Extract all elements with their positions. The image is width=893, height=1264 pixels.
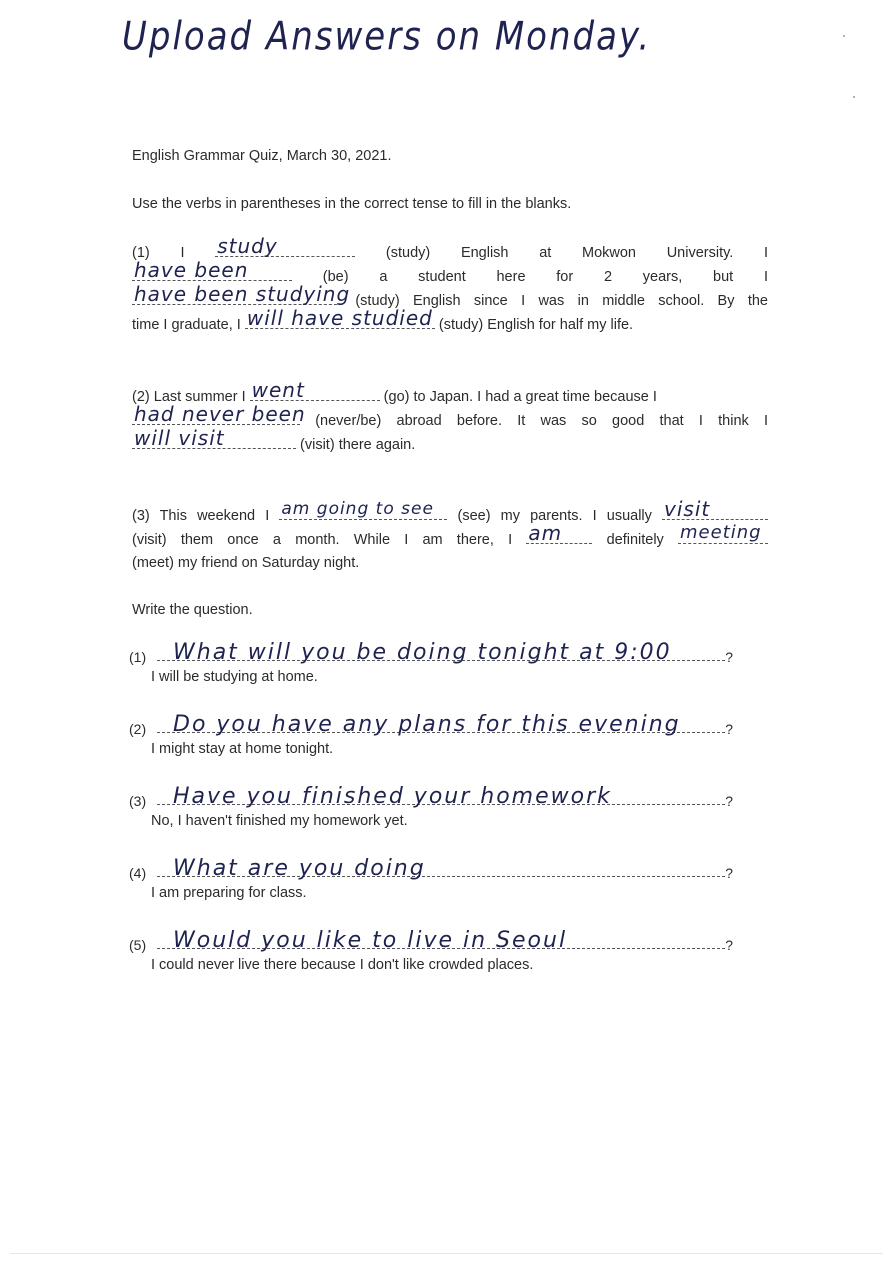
exercise-3-line-1: [132, 497, 768, 527]
exercise-2-line-3: [132, 426, 768, 456]
handwritten-answer: meeting: [680, 522, 762, 543]
question-mark: ?: [725, 721, 733, 737]
answer-blank[interactable]: [279, 499, 447, 520]
scan-speck: [843, 35, 845, 37]
handwritten-answer: have been studying: [134, 282, 351, 306]
write-question-heading: Write the question.: [132, 602, 253, 618]
question-reply: I could never live there because I don't like crowded places.: [151, 957, 534, 973]
question-reply: I am preparing for class.: [151, 885, 307, 901]
static-text: (study) English since I was in middle school. By the: [355, 293, 768, 309]
question-2: [129, 713, 739, 757]
handwritten-answer: had never been: [134, 402, 306, 426]
static-text: definitely: [606, 532, 664, 548]
question-4: [129, 857, 739, 901]
answer-blank[interactable]: [662, 497, 768, 521]
question-number: (3): [129, 793, 147, 809]
static-text: (3) This weekend I: [132, 508, 270, 524]
question-line: [129, 785, 739, 811]
question-line: [129, 929, 739, 955]
exercise-number: (1): [132, 245, 150, 261]
question-5: [129, 929, 739, 973]
question-number: (2): [129, 721, 147, 737]
question-3: [129, 785, 739, 829]
exercise-3-line-3: [132, 551, 768, 575]
static-text: (never/be) abroad before. It was so good that I think I: [315, 413, 768, 429]
static-text: (go) to Japan. I had a great time because I: [383, 389, 657, 405]
handwritten-answer: study: [217, 234, 278, 258]
question-reply: No, I haven't finished my homework yet.: [151, 813, 408, 829]
question-1: [129, 641, 739, 685]
static-text: (study) English for half my life.: [438, 317, 634, 333]
handwritten-answer: will have studied: [246, 306, 433, 330]
question-line: [129, 713, 739, 739]
question-line: [129, 857, 739, 883]
answer-blank[interactable]: [526, 521, 592, 545]
scan-speck: [853, 96, 855, 98]
exercise-1: [132, 234, 769, 336]
question-number: (4): [129, 865, 147, 881]
answer-blank[interactable]: [132, 258, 292, 282]
handwritten-header-note: Upload Answers on Monday.: [122, 14, 652, 60]
handwritten-answer: have been: [134, 258, 249, 282]
handwritten-answer: went: [251, 378, 305, 402]
static-text: (see) my parents. I usually: [457, 508, 652, 524]
handwritten-answer: Do you have any plans for this evening: [173, 712, 681, 737]
static-text: (study) English at Mokwon University. I: [385, 245, 769, 261]
answer-blank[interactable]: [245, 306, 435, 330]
static-text: (meet) my friend on Saturday night.: [132, 555, 360, 571]
answer-blank[interactable]: [132, 426, 296, 450]
scan-edge-line: [10, 1253, 883, 1254]
handwritten-answer: am: [528, 521, 563, 545]
exercise-2: [132, 378, 768, 456]
answer-blank[interactable]: [250, 378, 380, 402]
static-text: (be) a student here for 2 years, but I: [322, 269, 769, 285]
exercise-2-line-2: [132, 402, 768, 432]
handwritten-answer: Have you finished your homework: [173, 784, 612, 809]
question-line: [129, 641, 739, 667]
handwritten-answer: What are you doing: [173, 856, 426, 881]
answer-blank[interactable]: [132, 282, 351, 306]
answer-blank[interactable]: [678, 522, 768, 544]
static-text: (2) Last summer I: [132, 389, 246, 405]
question-mark: ?: [725, 865, 733, 881]
question-reply: I will be studying at home.: [151, 669, 318, 685]
exercise-1-line-4: [132, 306, 768, 336]
exercise-3-line-2: [132, 521, 768, 551]
static-text: (visit) them once a month. While I am there, I: [132, 532, 513, 548]
question-mark: ?: [725, 649, 733, 665]
answer-blank[interactable]: [132, 402, 306, 426]
instructions: Use the verbs in parentheses in the correct tense to fill in the blanks.: [132, 196, 572, 212]
question-number: (5): [129, 937, 147, 953]
exercise-3: [132, 497, 768, 575]
exercise-1-line-3: [132, 282, 768, 312]
static-text: (visit) there again.: [300, 437, 416, 453]
handwritten-answer: will visit: [134, 426, 225, 450]
question-reply: I might stay at home tonight.: [151, 741, 334, 757]
handwritten-answer: am going to see: [281, 499, 434, 519]
handwritten-answer: What will you be doing tonight at 9:00: [173, 640, 672, 665]
handwritten-answer: Would you like to live in Seoul: [173, 928, 568, 953]
static-text: I: [180, 245, 185, 261]
question-number: (1): [129, 649, 147, 665]
quiz-title: English Grammar Quiz, March 30, 2021.: [132, 148, 392, 164]
answer-blank[interactable]: [215, 234, 355, 258]
handwritten-answer: visit: [664, 497, 711, 521]
static-text: time I graduate, I: [132, 317, 241, 333]
question-mark: ?: [725, 793, 733, 809]
question-mark: ?: [725, 937, 733, 953]
